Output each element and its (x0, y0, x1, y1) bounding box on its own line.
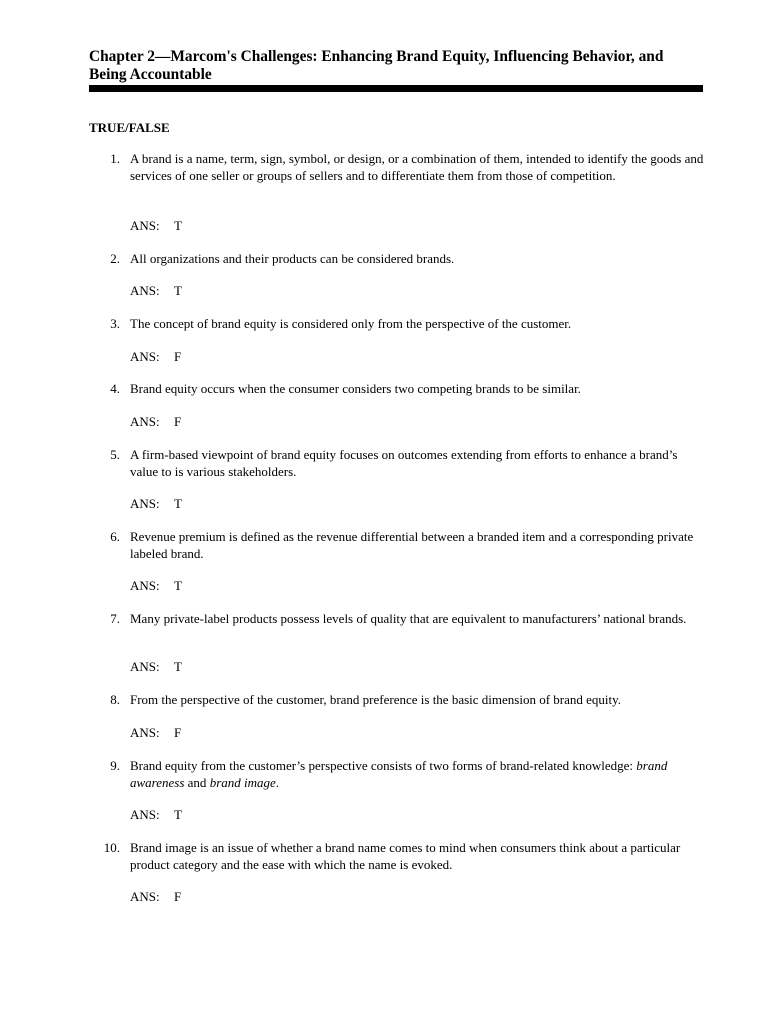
answer-5 (130, 496, 182, 512)
question-text: A brand is a name, term, sign, symbol, or design, or a combination of them, intended to identify the goods and services of one seller or groups of sellers and to differentiate them from those of competition. (130, 151, 704, 183)
question-number: 10. (103, 840, 120, 855)
question-text-part: . (275, 774, 280, 790)
question-number: 6. (110, 529, 120, 544)
question-text: Brand equity occurs when the consumer considers two competing brands to be similar. (130, 381, 581, 396)
answer-label: ANS: (130, 283, 160, 298)
question-text: All organizations and their products can be considered brands. (130, 251, 455, 266)
answer-9 (130, 807, 182, 823)
question-text: Revenue premium is defined as the revenue differential between a branded item and a corresponding private labeled brand. (130, 529, 694, 561)
answer-value: T (174, 496, 182, 511)
question-number: 3. (110, 316, 120, 331)
answer-label: ANS: (130, 218, 160, 233)
question-number: 7. (110, 611, 120, 626)
question-number: 4. (110, 381, 120, 396)
question-text: The concept of brand equity is considered only from the perspective of the customer. (130, 316, 572, 331)
answer-value: F (174, 349, 182, 364)
answer-6 (130, 578, 182, 594)
answer-4 (130, 414, 181, 430)
answer-2 (130, 283, 182, 299)
question-text: Many private-label products possess levels of quality that are equivalent to manufacturers’ national brands. (130, 611, 687, 626)
question-number: 8. (110, 692, 120, 707)
answer-10 (130, 889, 181, 905)
answer-label: ANS: (130, 578, 160, 593)
answer-7 (130, 659, 182, 675)
question-text-part: and (184, 774, 210, 790)
answer-label: ANS: (130, 889, 160, 904)
answer-value: T (174, 218, 182, 233)
answer-8 (130, 725, 181, 741)
answer-label: ANS: (130, 807, 160, 822)
answer-3 (130, 349, 181, 365)
question-text (130, 758, 705, 792)
question-number: 5. (110, 447, 120, 462)
italic-term: brand image (209, 774, 276, 790)
answer-label: ANS: (130, 349, 160, 364)
answer-label: ANS: (130, 725, 160, 740)
answer-value: T (174, 807, 182, 822)
answer-value: T (174, 283, 182, 298)
answer-label: ANS: (130, 659, 160, 674)
question-text: Brand image is an issue of whether a brand name comes to mind when consumers think about a particular product category and the ease with which the name is evoked. (130, 840, 681, 872)
answer-label: ANS: (130, 496, 160, 511)
answer-label: ANS: (130, 414, 160, 429)
question-text: A firm-based viewpoint of brand equity focuses on outcomes extending from efforts to enhance a brand’s value to is various stakeholders. (130, 447, 678, 479)
question-number: 1. (110, 151, 120, 166)
answer-value: F (174, 725, 182, 740)
title-rule (89, 85, 703, 92)
question-text: From the perspective of the customer, brand preference is the basic dimension of brand equity. (130, 692, 622, 707)
answer-1 (130, 218, 182, 234)
answer-value: T (174, 659, 182, 674)
section-heading: TRUE/FALSE (89, 120, 170, 135)
italic-term: brand awareness (130, 758, 668, 790)
answer-value: F (174, 889, 182, 904)
answer-value: F (174, 414, 182, 429)
chapter-title: Chapter 2—Marcom's Challenges: Enhancing Brand Equity, Influencing Behavior, and Being Accountable (89, 48, 664, 83)
answer-value: T (174, 578, 182, 593)
question-number: 9. (110, 758, 120, 773)
question-number: 2. (110, 251, 120, 266)
question-text-part: Brand equity from the customer’s perspective consists of two forms of brand-related knowledge: (130, 758, 637, 773)
